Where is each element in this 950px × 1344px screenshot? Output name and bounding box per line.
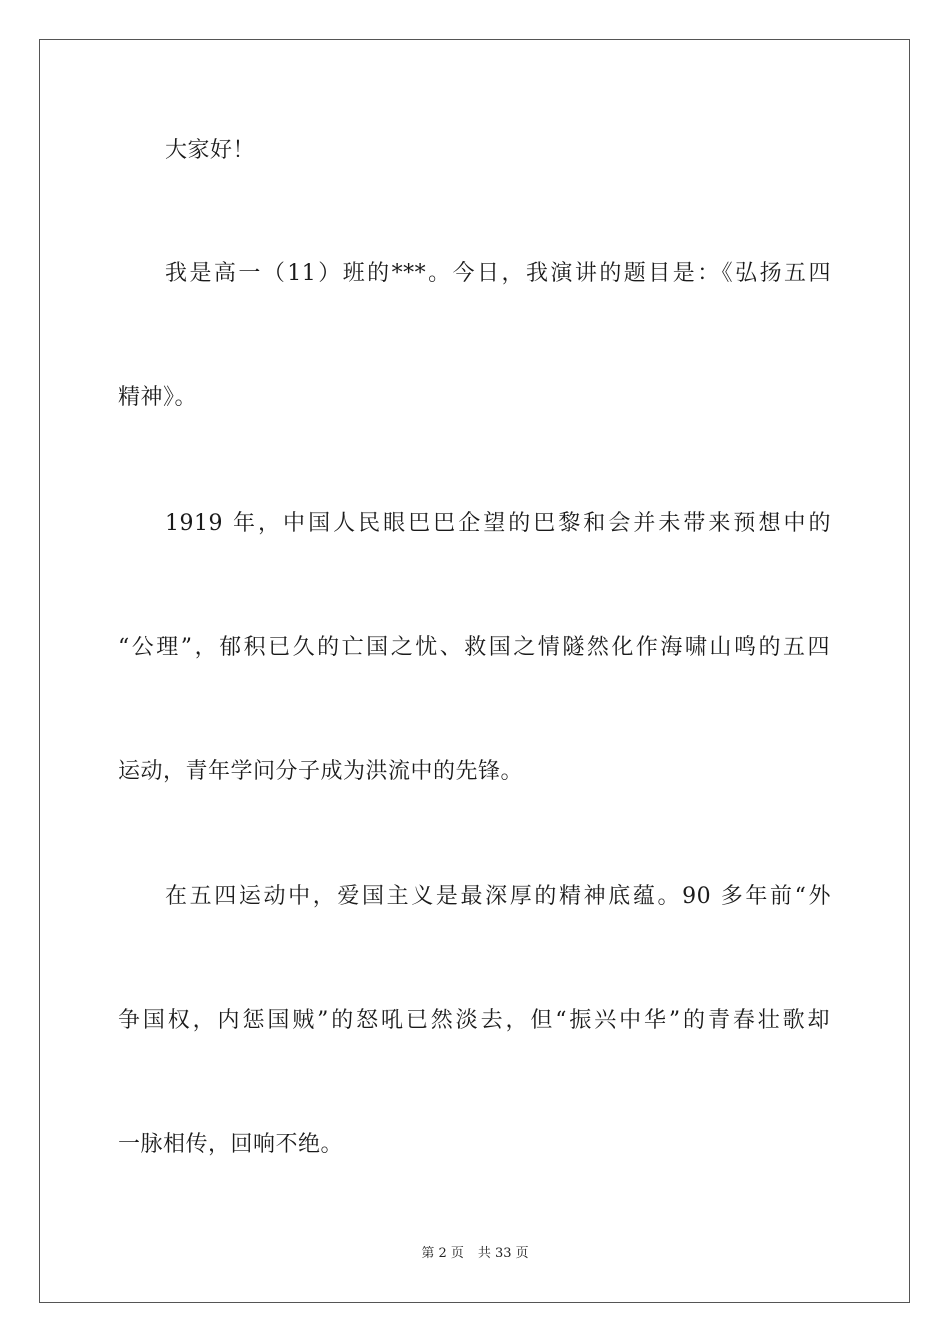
page-number: 第 2 页 (421, 1246, 464, 1261)
paragraph-3-line-1: 在五四运动中，爱国主义是最深厚的精神底蕴。90 多年前“外 (165, 884, 831, 909)
paragraph-2-line-2: “公理”，郁积已久的亡国之忧、救国之情隧然化作海啸山鸣的五四 (118, 635, 830, 660)
paragraph-3-line-2: 争国权，内惩国贼”的怒吼已然淡去，但“振兴中华”的青春壮歌却 (118, 1008, 830, 1033)
paragraph-3-line-3: 一脉相传，回响不绝。 (118, 1132, 344, 1157)
paragraph-2-line-3: 运动，青年学问分子成为洪流中的先锋。 (118, 759, 524, 784)
page-total: 共 33 页 (477, 1246, 529, 1261)
page-footer (0, 1245, 950, 1263)
page-frame (39, 39, 910, 1303)
greeting-line: 大家好！ (165, 138, 256, 163)
paragraph-1-line-1: 我是高一（11）班的***。今日，我演讲的题目是：《弘扬五四 (165, 261, 831, 286)
paragraph-2-line-1: 1919 年，中国人民眼巴巴企望的巴黎和会并未带来预想中的 (165, 511, 831, 536)
paragraph-1-line-2: 精神》。 (118, 385, 198, 410)
